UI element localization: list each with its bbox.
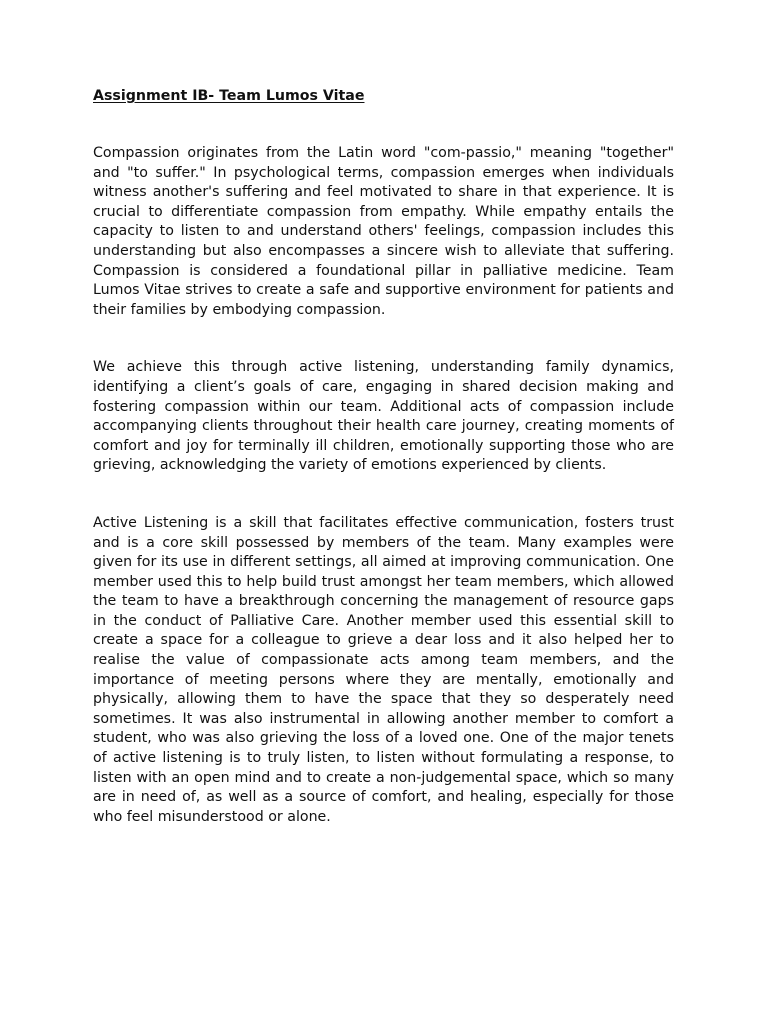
document-title: Assignment IB- Team Lumos Vitae bbox=[93, 88, 365, 104]
paragraph-compassion-practice: We achieve this through active listening, understanding family dynamics, identifying a client’s goals of care, engaging in shared decision making and fostering compassion within our team. Additional acts of compassion include accompanying clients throughout their health care journey, creating moments of comfort and joy for terminally ill children, emotionally supporting those who are grieving, acknowledging the variety of emotions experienced by clients. bbox=[93, 359, 674, 474]
document-page bbox=[93, 86, 674, 827]
paragraph-active-listening: Active Listening is a skill that facilitates effective communication, fosters trust and is a core skill possessed by members of the team. Many examples were given for its use in different settings, all aimed at improving communication. One member used this to help build trust amongst her team members, which allowed the team to have a breakthrough concerning the management of resource gaps in the conduct of Palliative Care. Another member used this essential skill to create a space for a colleague to grieve a dear loss and it also helped her to realise the value of compassionate acts among team members, and the importance of meeting persons where they are mentally, emotionally and physically, allowing them to have the space that they so desperately need sometimes. It was also instrumental in allowing another member to comfort a student, who was also grieving the loss of a loved one. One of the major tenets of active listening is to truly listen, to listen without formulating a response, to listen with an open mind and to create a non-judgemental space, which so many are in need of, as well as a source of comfort, and healing, especially for those who feel misunderstood or alone. bbox=[93, 514, 674, 825]
paragraph-compassion-definition: Compassion originates from the Latin word "com-passio," meaning "together" and "to suffer." In psychological terms, compassion emerges when individuals witness another's suffering and feel motivated to share in that experience. It is crucial to differentiate compassion from empathy. While empathy entails the capacity to listen to and understand others' feelings, compassion includes this understanding but also encompasses a sincere wish to alleviate that suffering. Compassion is considered a foundational pillar in palliative medicine. Team Lumos Vitae strives to create a safe and supportive environment for patients and their families by embodying compassion. bbox=[93, 145, 674, 318]
